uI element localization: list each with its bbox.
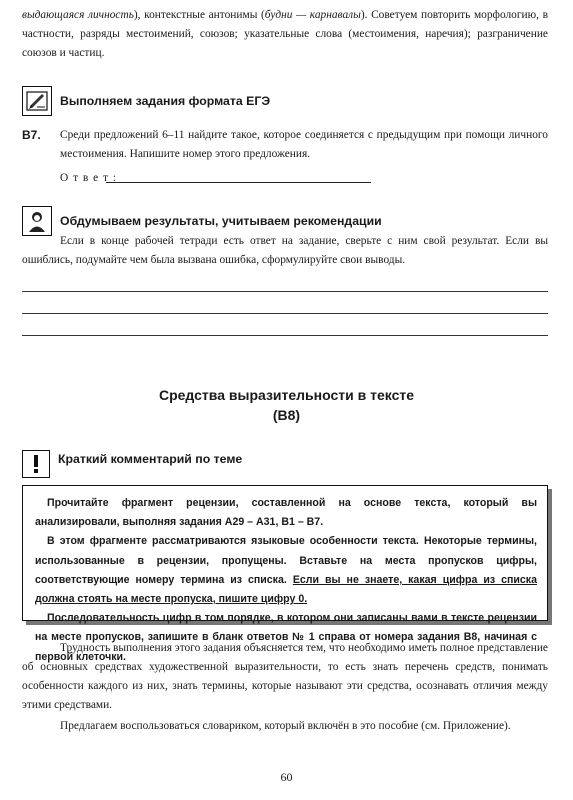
ege-section-title: Выполняем задания формата ЕГЭ (60, 94, 271, 108)
results-section-title: Обдумываем результаты, учитываем рекомендации (60, 214, 382, 228)
results-text: Если в конце рабочей тетради есть ответ на задание, сверьте с ним свой результат. Если вы ошиблись, подумайте чем была вызвана ошибка, сформулируйте свои выводы. (22, 235, 548, 266)
intro-text-4: ). Советуем повторить морфологию, в частности, разряды местоимений, союзов; указательные слова (местоимения, наречия); разграничение союзов и частиц. (22, 9, 548, 59)
intro-italic-2: будни — карнавалы (264, 9, 361, 21)
body-paragraph-2: Предлагаем воспользоваться словариком, который включён в это пособие (см. Приложение). (60, 720, 511, 732)
page-number: 60 (280, 770, 293, 784)
pen-writing-icon (22, 86, 52, 116)
topic-title (0, 385, 573, 425)
comment-paragraph-1: Прочитайте фрагмент рецензии, составленной на основе текста, который вы анализировали, выполняя задания А29 – А31, В1 – В7. (35, 497, 537, 529)
answer-field[interactable] (106, 168, 371, 183)
body-paragraph-1: Трудность выполнения этого задания объясняется тем, что необходимо иметь полное представление об основных средствах художественной выразительности, то есть знать перечень средств, понимать особенности каждого из них, знать термины, которые называют эти средства, осознавать отличия между этими средствами. (22, 642, 548, 711)
comment-section-header (22, 450, 242, 478)
intro-paragraph (22, 6, 548, 63)
comment-paragraph-2 (35, 532, 537, 609)
comment-paragraph-2-underlined: Если вы не знаете, какая цифра из списка должна стоять на месте пропуска, пишите цифру 0. (35, 573, 537, 606)
task-number: В7. (22, 128, 41, 142)
comment-paragraph-3: Последовательность цифр в том порядке, в котором они записаны вами в тексте рецензии на месте пропусков, запишите в бланк ответов № 1 справа от номера задания В8, начиная с первой клеточки. (35, 612, 537, 663)
task-text: Среди предложений 6–11 найдите такое, которое соединяется с предыдущим при помощи личного местоимения. Напишите номер этого предложения. (60, 129, 548, 160)
exclamation-icon (22, 450, 50, 478)
comment-paragraph-2-text: В этом фрагменте рассматриваются языковые особенности текста. Некоторые термины, использованные в рецензии, пропущены. Вставьте на места пропусков цифры, соответствующие номеру термина из списка. (35, 535, 537, 586)
topic-title-line1: Средства выразительности в тексте (158, 387, 415, 403)
ege-section-header (22, 86, 270, 116)
topic-title-line2: (В8) (272, 407, 301, 423)
intro-italic-1: выдающаяся личность (22, 9, 134, 21)
intro-text-2: ), контекстные антонимы ( (133, 9, 265, 21)
writing-line-1[interactable] (22, 291, 548, 292)
comment-section-title: Краткий комментарий по теме (58, 452, 243, 466)
writing-line-2[interactable] (22, 313, 548, 314)
comment-box (22, 485, 548, 663)
answer-label: О т в е т : (60, 172, 118, 184)
writing-line-3[interactable] (22, 335, 548, 336)
